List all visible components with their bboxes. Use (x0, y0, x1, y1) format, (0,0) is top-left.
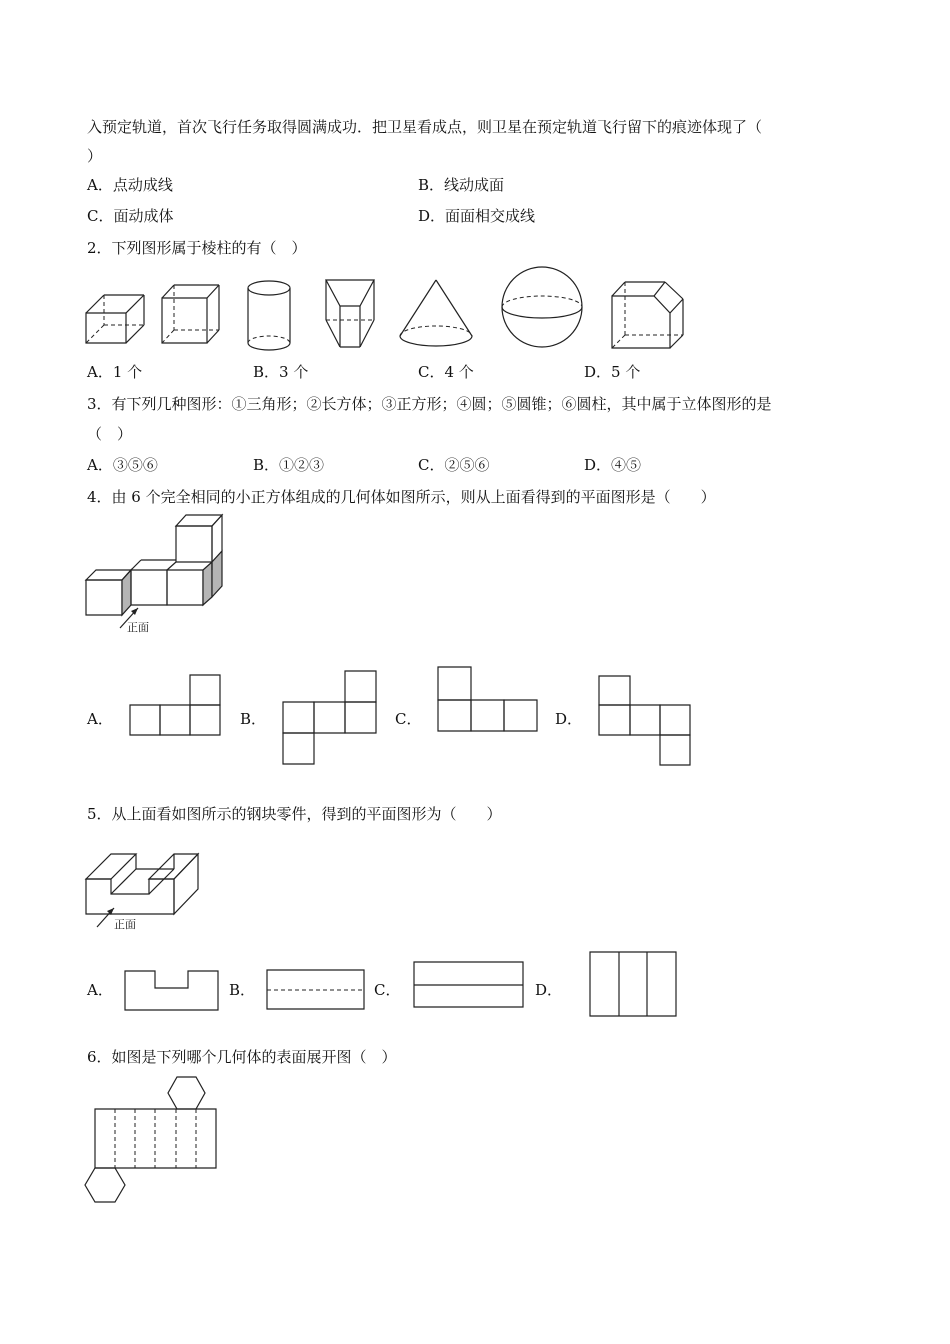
solid-3-cylinder (248, 281, 290, 350)
q3-option-c[interactable]: C．②⑤⑥ (418, 456, 490, 474)
q4-option-c-label[interactable]: C． (395, 710, 422, 728)
q1-option-c[interactable]: C．面动成体 (87, 207, 174, 225)
q1-stem-line1: 入预定轨道，首次飞行任务取得圆满成功．把卫星看成点，则卫星在预定轨道飞行留下的痕迹体现了（ (87, 118, 763, 136)
q5-option-c-figure[interactable] (411, 960, 526, 1010)
q3-stem-line2: （ ） (87, 425, 133, 443)
q5-option-d-figure[interactable] (588, 950, 680, 1020)
q4-option-a-label[interactable]: A． (87, 710, 113, 728)
q4-option-d-figure[interactable] (596, 674, 694, 768)
solid-4-trapezoid-prism (326, 280, 374, 347)
q4-option-d-label[interactable]: D． (555, 710, 583, 728)
q4-stem: 4．由 6 个完全相同的小正方体组成的几何体如图所示，则从上面看得到的平面图形是（ ） (87, 488, 716, 506)
q2-option-d[interactable]: D．5 个 (584, 363, 641, 381)
q5-option-c-label[interactable]: C． (374, 981, 401, 999)
q2-option-a[interactable]: A．1 个 (87, 363, 143, 381)
solid-2-cube (162, 285, 219, 343)
q5-front-label: 正面 (114, 918, 136, 931)
solid-6-sphere (502, 267, 582, 347)
q5-option-b-label[interactable]: B． (229, 981, 256, 999)
q1-option-a[interactable]: A．点动成线 (87, 176, 173, 194)
solid-7-cut-prism (612, 282, 683, 348)
q1-option-d[interactable]: D．面面相交成线 (418, 207, 536, 225)
q5-option-d-label[interactable]: D． (535, 981, 563, 999)
q6-net-figure (80, 1070, 225, 1210)
q5-steel-part-figure (80, 828, 220, 940)
q2-stem: 2．下列图形属于棱柱的有（ ） (87, 239, 307, 257)
q3-option-b[interactable]: B．①②③ (253, 456, 325, 474)
q3-option-a[interactable]: A．③⑤⑥ (87, 456, 158, 474)
q4-option-b-label[interactable]: B． (240, 710, 267, 728)
q1-option-b[interactable]: B．线动成面 (418, 176, 505, 194)
q4-option-b-figure[interactable] (280, 670, 380, 766)
solid-5-cone (400, 280, 472, 346)
q2-solids-figure (80, 262, 700, 357)
q4-front-label: 正面 (127, 621, 149, 634)
q5-option-b-figure[interactable] (265, 968, 367, 1012)
q5-stem: 5．从上面看如图所示的钢块零件，得到的平面图形为（ ） (87, 805, 502, 823)
q4-cubes-figure (80, 510, 230, 640)
q3-stem-line1: 3．有下列几种图形：①三角形；②长方体；③正方形；④圆；⑤圆锥；⑥圆柱，其中属于立体图形的是 (87, 395, 772, 413)
q5-option-a-label[interactable]: A． (87, 981, 113, 999)
q4-option-c-figure[interactable] (436, 665, 540, 733)
q2-option-b[interactable]: B．3 个 (253, 363, 309, 381)
q1-stem-line2: ） (87, 147, 103, 165)
q4-option-a-figure[interactable] (128, 674, 224, 738)
q2-option-c[interactable]: C．4 个 (418, 363, 474, 381)
q6-stem: 6．如图是下列哪个几何体的表面展开图（ ） (87, 1048, 397, 1066)
q3-option-d[interactable]: D．④⑤ (584, 456, 642, 474)
solid-1-cuboid (86, 295, 144, 343)
q5-option-a-figure[interactable] (122, 969, 222, 1013)
